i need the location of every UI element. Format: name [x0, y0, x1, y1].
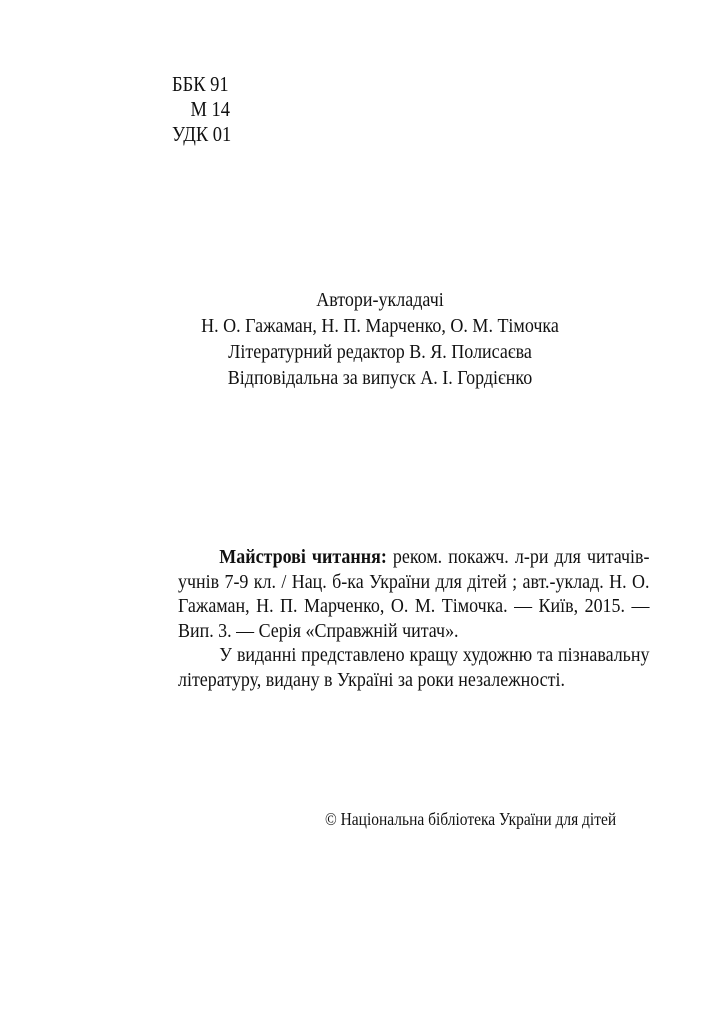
- copyright-notice: © Національна бібліотека України для дітей: [325, 809, 617, 829]
- udk-code: УДК 01: [172, 122, 232, 146]
- classification-codes: [172, 72, 231, 147]
- compilers-heading: Автори-укладачі: [316, 289, 444, 311]
- bbk-code: ББК 91: [172, 72, 229, 96]
- author-mark: М 14: [190, 97, 231, 121]
- annotation-summary: У виданні представлено кращу художню та пізнавальну літературу, видану в Україні за роки незалежності.: [178, 644, 650, 691]
- bibliographic-record: [178, 545, 649, 643]
- responsible-editor: Відповідальна за випуск А. І. Гордієнко: [227, 367, 533, 389]
- credits-block: [160, 287, 600, 391]
- book-title: Майстрові читання:: [219, 546, 387, 568]
- bibliographic-description: реком. покажч. л-ри для читачів-учнів 7-9 кл. / Нац. б-ка України для дітей ; авт.-уклад. Н. О. Гажаман, Н. П. Марченко, О. М. Тімочка. — Київ, 2015. — Вип. 3. — Серія «Справжній читач».: [178, 546, 650, 642]
- bibliographic-annotation: [178, 545, 649, 692]
- literary-editor: Літературний редактор В. Я. Полисаєва: [228, 341, 532, 363]
- compilers-names: Н. О. Гажаман, Н. П. Марченко, О. М. Тімочка: [201, 315, 559, 337]
